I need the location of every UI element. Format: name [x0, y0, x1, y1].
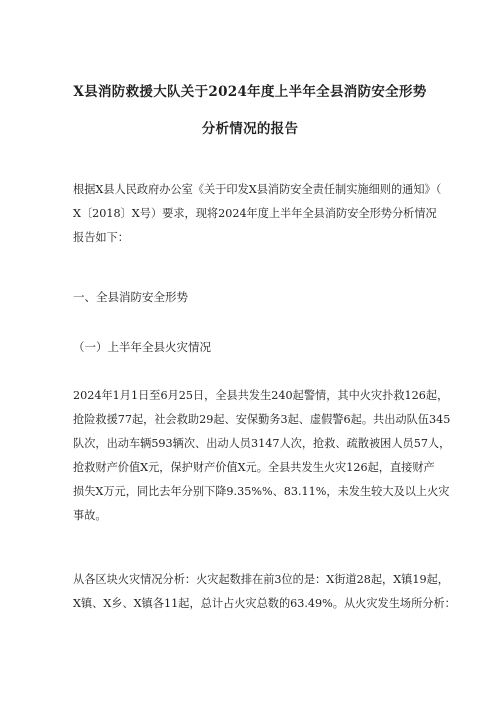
report-title-line-2: 分析情况的报告 — [201, 121, 299, 137]
paragraph-line: 事故。 — [73, 509, 107, 522]
paragraph-line: 抢救财产价值X元，保护财产价值X元。全县共发生火灾126起，直接财产 — [73, 461, 435, 474]
intro-line: X〔2018〕X号）要求，现将2024年度上半年全县消防安全形势分析情况 — [73, 207, 437, 220]
paragraph-line: X镇、X乡、X镇各11起，总计占火灾总数的63.49%。从火灾发生场所分析： — [73, 597, 456, 610]
paragraph-line: 2024年1月1日至6月25日，全县共发生240起警情，其中火灾扑救126起， — [73, 389, 449, 402]
report-title-line-1: X县消防救援大队关于2024年度上半年全县消防安全形势 — [73, 84, 427, 100]
paragraph-line: 从各区块火灾情况分析：火灾起数排在前3位的是：X街道28起，X镇19起， — [73, 573, 449, 586]
fire-statistics-paragraph — [73, 384, 451, 528]
paragraph-line: 抢险救援77起，社会救助29起、安保勤务3起、虚假警6起。共出动队伍345 — [73, 413, 451, 426]
district-analysis-paragraph — [73, 568, 456, 616]
intro-line: 根据X县人民政府办公室《关于印发X县消防安全责任制实施细则的通知》（ — [73, 183, 442, 196]
paragraph-line: 队次，出动车辆593辆次、出动人员3147人次，抢救、疏散被困人员57人， — [73, 437, 451, 450]
intro-line: 报告如下： — [73, 231, 129, 244]
section-heading: 一、全县消防安全形势 — [73, 290, 188, 304]
intro-paragraph — [73, 178, 442, 250]
paragraph-line: 损失X万元，同比去年分别下降9.35%%、83.11%，未发生较大及以上火灾 — [73, 485, 450, 498]
subsection-heading: （一）上半年全县火灾情况 — [73, 340, 211, 354]
